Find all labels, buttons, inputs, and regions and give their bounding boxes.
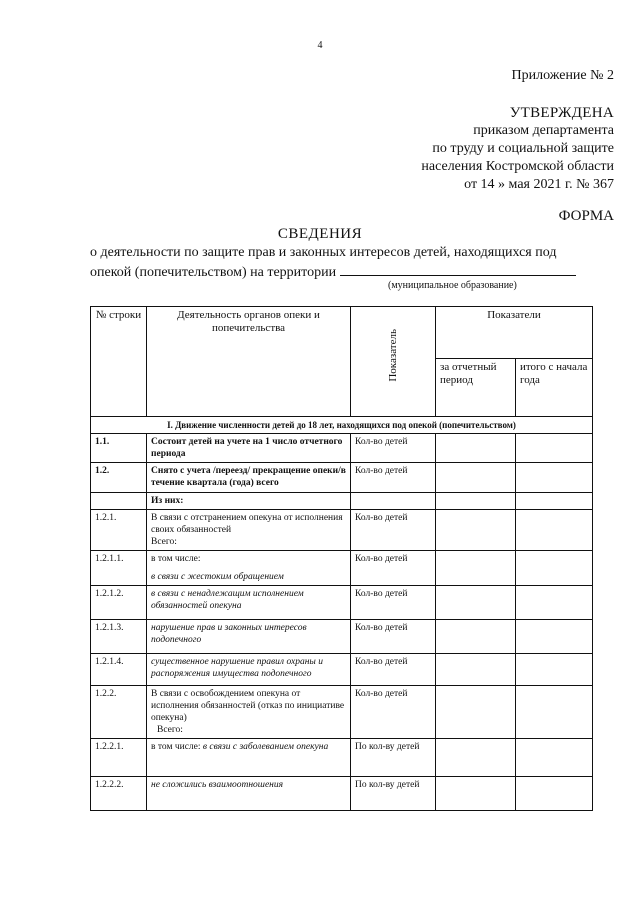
- header-activity: Деятельность органов опеки и попечительства: [147, 307, 351, 417]
- cell-period[interactable]: [436, 620, 516, 654]
- row-text: в связи с ненадлежащим исполнением обязанностей опекуна: [147, 586, 351, 620]
- cell-total[interactable]: [516, 463, 593, 493]
- cell-total[interactable]: [516, 586, 593, 620]
- row-indicator: Кол-во детей: [351, 686, 436, 739]
- approval-line: от 14 » мая 2021 г. № 367: [464, 177, 614, 192]
- row-text: В связи с освобождением опекуна от исполнения обязанностей (отказ по инициативе опекуна): [151, 689, 345, 723]
- row-number: 1.2.1.2.: [91, 586, 147, 620]
- table-row: [91, 654, 593, 686]
- cell-period[interactable]: [436, 463, 516, 493]
- table-row: [91, 551, 593, 586]
- table-row: [91, 739, 593, 777]
- document-title: СВЕДЕНИЯ: [277, 226, 363, 242]
- row-indicator: Кол-во детей: [351, 620, 436, 654]
- row-text: нарушение прав и законных интересов подопечного: [147, 620, 351, 654]
- row-indicator: Кол-во детей: [351, 510, 436, 551]
- row-text: Из них:: [147, 493, 351, 510]
- row-indicator: [351, 493, 436, 510]
- document-subtitle: [90, 244, 630, 282]
- row-number: 1.2.: [91, 463, 147, 493]
- cell-period[interactable]: [436, 777, 516, 811]
- approval-line: по труду и социальной защите: [432, 141, 614, 156]
- subtitle-line: о деятельности по защите прав и законных интересов детей, находящихся под: [90, 245, 557, 260]
- header-indicator-text: Показатель: [386, 329, 399, 382]
- row-extra: Всего:: [151, 537, 177, 547]
- page-number: 4: [317, 40, 323, 51]
- header-total: итого с начала года: [516, 359, 593, 417]
- row-text: Состоит детей на учете на 1 число отчетного периода: [147, 434, 351, 463]
- cell-total[interactable]: [516, 493, 593, 510]
- row-extra: Всего:: [157, 725, 183, 735]
- row-text-cell: [147, 739, 351, 777]
- cell-total[interactable]: [516, 739, 593, 777]
- report-table: [90, 306, 593, 811]
- table-row: [91, 493, 593, 510]
- appendix-label: Приложение № 2: [511, 68, 614, 83]
- cell-period[interactable]: [436, 434, 516, 463]
- table-row: [91, 463, 593, 493]
- row-indicator: Кол-во детей: [351, 586, 436, 620]
- cell-period[interactable]: [436, 739, 516, 777]
- row-text-cell: [147, 551, 351, 586]
- municipality-blank[interactable]: [340, 262, 576, 276]
- row-number: 1.2.2.: [91, 686, 147, 739]
- subtitle-line-2: [90, 262, 630, 282]
- cell-total[interactable]: [516, 434, 593, 463]
- cell-period[interactable]: [436, 551, 516, 586]
- row-indicator: Кол-во детей: [351, 654, 436, 686]
- row-indicator: По кол-ву детей: [351, 777, 436, 811]
- row-text-cell: [147, 686, 351, 739]
- table-row: [91, 586, 593, 620]
- row-extra: в связи с жестоким обращением: [151, 572, 284, 582]
- header-indicator: [351, 307, 436, 417]
- section-title: I. Движение численности детей до 18 лет, находящихся под опекой (попечительством): [91, 417, 593, 434]
- cell-total[interactable]: [516, 551, 593, 586]
- row-number: 1.2.2.2.: [91, 777, 147, 811]
- form-label: ФОРМА: [558, 208, 614, 224]
- cell-period[interactable]: [436, 493, 516, 510]
- row-number: 1.2.1.3.: [91, 620, 147, 654]
- row-text: не сложились взаимоотношения: [147, 777, 351, 811]
- row-number: 1.2.1.4.: [91, 654, 147, 686]
- row-indicator: Кол-во детей: [351, 551, 436, 586]
- cell-total[interactable]: [516, 510, 593, 551]
- row-text: В связи с отстранением опекуна от исполнения своих обязанностей: [151, 513, 343, 535]
- approval-line: населения Костромской области: [421, 159, 614, 174]
- cell-total[interactable]: [516, 654, 593, 686]
- table-row: [91, 777, 593, 811]
- approval-block: [421, 104, 614, 194]
- cell-total[interactable]: [516, 620, 593, 654]
- header-values: Показатели: [436, 307, 593, 359]
- approval-head: УТВЕРЖДЕНА: [509, 105, 614, 121]
- row-number: 1.2.1.1.: [91, 551, 147, 586]
- header-row-number: № строки: [91, 307, 147, 417]
- row-text: в том числе:: [151, 554, 201, 564]
- cell-total[interactable]: [516, 777, 593, 811]
- row-text-cell: [147, 510, 351, 551]
- row-number: 1.2.1.: [91, 510, 147, 551]
- row-text: существенное нарушение правил охраны и распоряжения имущества подопечного: [147, 654, 351, 686]
- cell-period[interactable]: [436, 510, 516, 551]
- approval-line: приказом департамента: [473, 123, 614, 138]
- header-period: за отчетный период: [436, 359, 516, 417]
- row-indicator: Кол-во детей: [351, 463, 436, 493]
- row-number: 1.2.2.1.: [91, 739, 147, 777]
- row-indicator: По кол-ву детей: [351, 739, 436, 777]
- table-row: [91, 434, 593, 463]
- row-number: [91, 493, 147, 510]
- table-row: [91, 510, 593, 551]
- cell-period[interactable]: [436, 586, 516, 620]
- cell-total[interactable]: [516, 686, 593, 739]
- row-text: Снято с учета /переезд/ прекращение опеки/в течение квартала (года) всего: [147, 463, 351, 493]
- row-extra: в связи с заболеванием опекуна: [202, 742, 329, 752]
- blank-caption: (муниципальное образование): [388, 280, 517, 291]
- row-number: 1.1.: [91, 434, 147, 463]
- cell-period[interactable]: [436, 686, 516, 739]
- subtitle-text: опекой (попечительством) на территории: [90, 265, 337, 280]
- cell-period[interactable]: [436, 654, 516, 686]
- table-row: [91, 620, 593, 654]
- table-row: [91, 686, 593, 739]
- row-text: в том числе:: [151, 742, 201, 752]
- row-indicator: Кол-во детей: [351, 434, 436, 463]
